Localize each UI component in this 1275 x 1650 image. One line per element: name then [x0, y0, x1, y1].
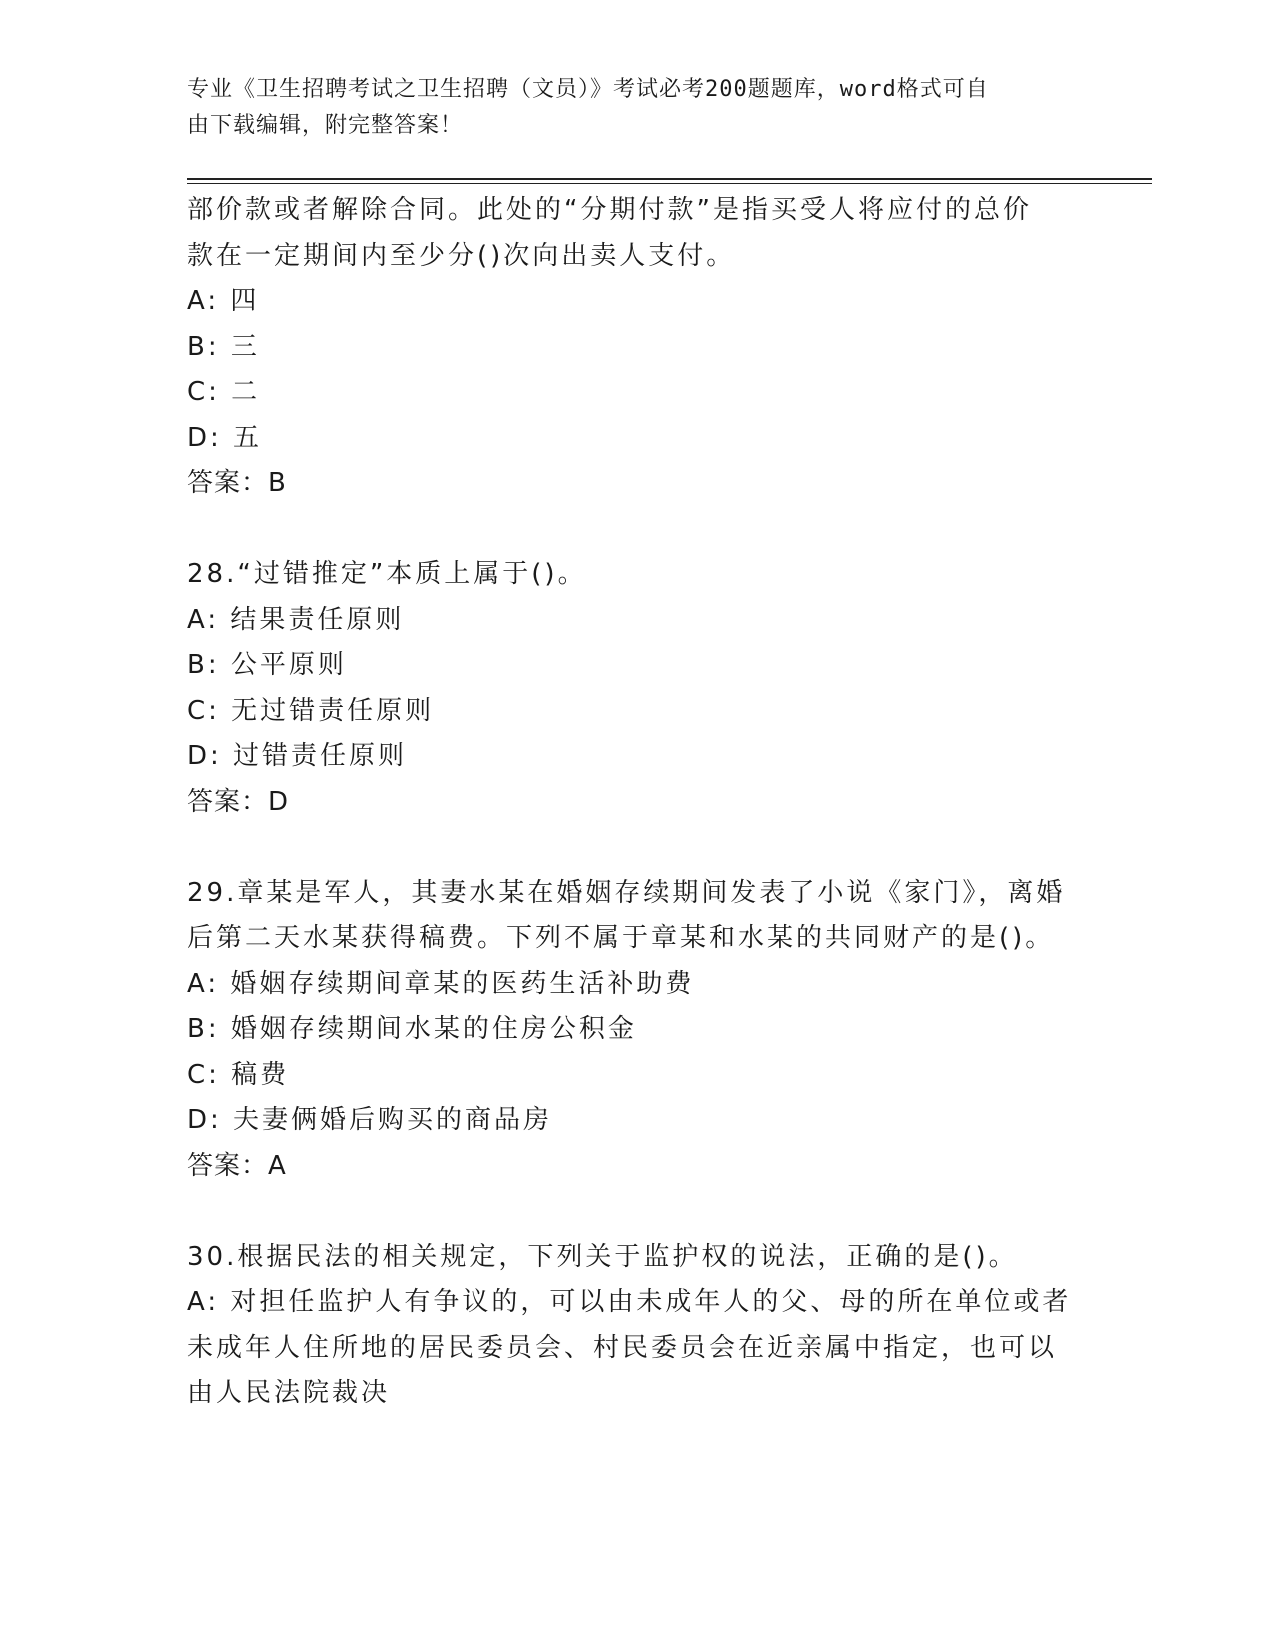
question-stem: 后第二天水某获得稿费。下列不属于章某和水某的共同财产的是()。 — [187, 923, 1055, 953]
option-a: A: 对担任监护人有争议的，可以由未成年人的父、母的所在单位或者 — [187, 1287, 1072, 1317]
option-b: B: 三 — [187, 331, 260, 362]
option-a-continued: 未成年人住所地的居民委员会、村民委员会在近亲属中指定，也可以 — [187, 1332, 1058, 1363]
question-text-line: 款在一定期间内至少分()次向出卖人支付。 — [187, 240, 736, 271]
header-rule-thin — [187, 183, 1152, 184]
document-header — [187, 72, 1067, 144]
document-body — [187, 188, 1087, 1417]
header-line-1: 专业《卫生招聘考试之卫生招聘（文员）》考试必考200题题库，word格式可自 — [187, 77, 989, 102]
spacer — [187, 1189, 1087, 1235]
question-stem: 30.根据民法的相关规定，下列关于监护权的说法，正确的是()。 — [187, 1241, 1018, 1272]
option-c: C: 二 — [187, 377, 261, 407]
option-b: B: 婚姻存续期间水某的住房公积金 — [187, 1014, 637, 1044]
option-a: A: 结果责任原则 — [187, 604, 405, 635]
answer-line: 答案：A — [187, 1150, 287, 1181]
option-c: C: 无过错责任原则 — [187, 695, 435, 726]
header-line-2: 由下载编辑，附完整答案！ — [187, 113, 464, 138]
question-29 — [187, 871, 1087, 1190]
question-28 — [187, 552, 1087, 825]
option-d: D: 过错责任原则 — [187, 741, 408, 771]
answer-line: 答案：D — [187, 786, 290, 817]
option-a-continued: 由人民法院裁决 — [187, 1378, 391, 1408]
option-d: D: 五 — [187, 422, 263, 453]
option-b: B: 公平原则 — [187, 650, 347, 680]
question-continuation — [187, 188, 1087, 507]
question-stem: 29.章某是军人，其妻水某在婚姻存续期间发表了小说《家门》，离婚 — [187, 877, 1066, 908]
option-a: A: 婚姻存续期间章某的医药生活补助费 — [187, 968, 695, 999]
option-c: C: 稿费 — [187, 1059, 290, 1090]
header-rule-thick — [187, 178, 1152, 180]
answer-line: 答案：B — [187, 468, 287, 498]
question-text-line: 部价款或者解除合同。此处的“分期付款”是指买受人将应付的总价 — [187, 195, 1032, 225]
option-a: A: 四 — [187, 286, 260, 316]
spacer — [187, 507, 1087, 553]
question-stem: 28.“过错推定”本质上属于()。 — [187, 559, 587, 589]
option-d: D: 夫妻俩婚后购买的商品房 — [187, 1105, 553, 1135]
question-30 — [187, 1235, 1087, 1417]
spacer — [187, 825, 1087, 871]
